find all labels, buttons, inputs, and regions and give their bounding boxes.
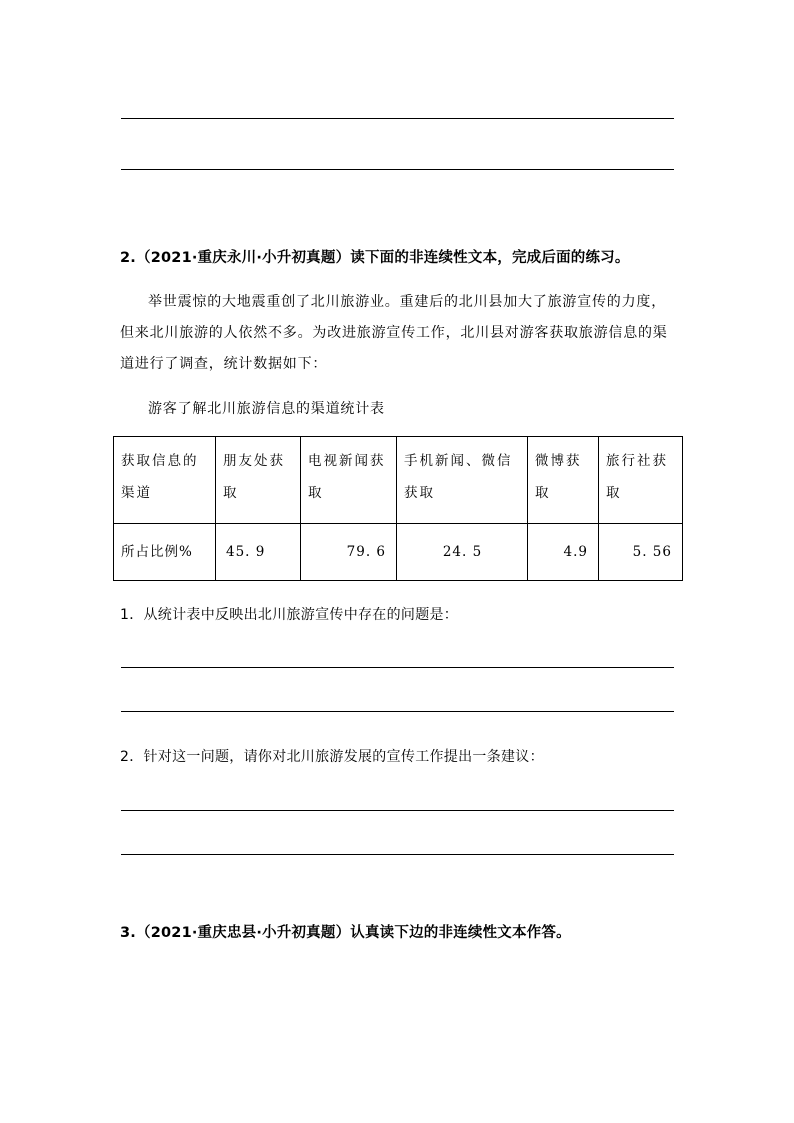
table-cell: 24. 5: [397, 524, 528, 581]
table-cell: 79. 6: [301, 524, 397, 581]
table-header-cell: 电视新闻获取: [301, 437, 397, 524]
sub-question-2: 2．针对这一问题，请你对北川旅游发展的宣传工作提出一条建议：: [120, 749, 544, 765]
stats-table: [113, 436, 683, 581]
table-cell: 45. 9: [216, 524, 301, 581]
answer-line: [121, 810, 674, 811]
table-header-row: [114, 437, 683, 524]
table-row: [114, 524, 683, 581]
table-header-cell: 朋友处获取: [216, 437, 301, 524]
table-cell: 4.9: [528, 524, 599, 581]
table-header-cell: 获取信息的渠道: [114, 437, 216, 524]
sub-question-1: 1．从统计表中反映出北川旅游宣传中存在的问题是：: [120, 607, 459, 623]
answer-line: [121, 667, 674, 668]
table-title: 游客了解北川旅游信息的渠道统计表: [148, 401, 385, 417]
question-2-heading: 2.（2021·重庆永川·小升初真题）读下面的非连续性文本，完成后面的练习。: [120, 250, 630, 266]
question-2-passage: 举世震惊的大地震重创了北川旅游业。重建后的北川县加大了旅游宣传的力度，但来北川旅游的人依然不多。为改进旅游宣传工作，北川县对游客获取旅游信息的渠道进行了调查，统计数据如下：: [120, 294, 668, 372]
table-cell: 5. 56: [599, 524, 683, 581]
question-3-heading: 3.（2021·重庆忠县·小升初真题）认真读下边的非连续性文本作答。: [120, 925, 571, 941]
table-header-cell: 旅行社获取: [599, 437, 683, 524]
answer-line: [121, 118, 674, 119]
table-header-cell: 微博获取: [528, 437, 599, 524]
answer-line: [121, 169, 674, 170]
table-row-label: 所占比例%: [114, 524, 216, 581]
table-header-cell: 手机新闻、微信获取: [397, 437, 528, 524]
answer-line: [121, 711, 674, 712]
answer-line: [121, 854, 674, 855]
